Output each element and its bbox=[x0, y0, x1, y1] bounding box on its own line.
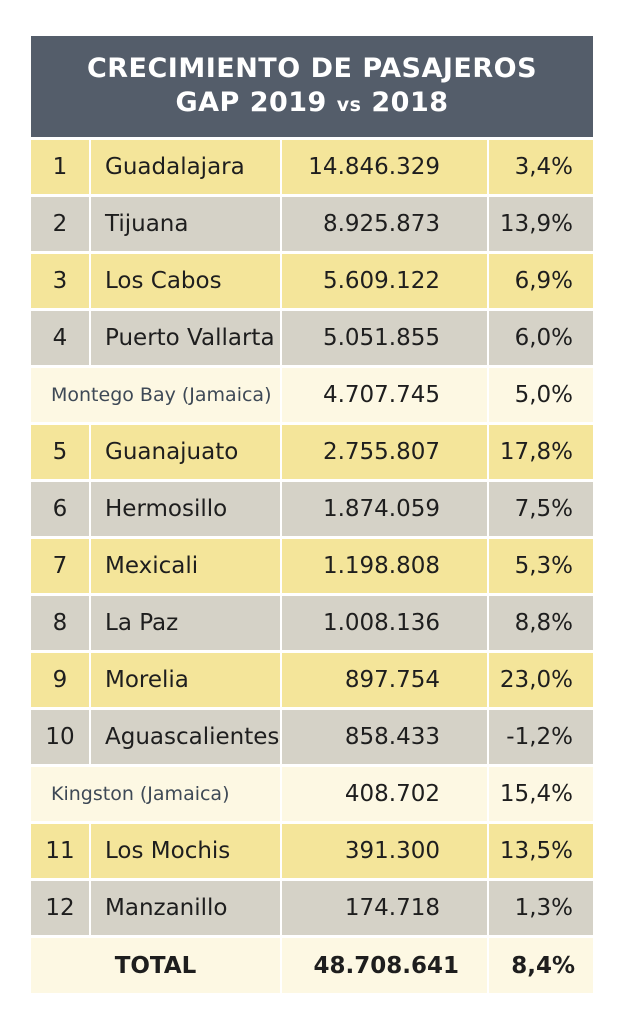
growth-cell: 23,0% bbox=[487, 653, 593, 707]
growth-cell: 17,8% bbox=[487, 425, 593, 479]
table-row bbox=[31, 422, 593, 479]
table-row bbox=[31, 251, 593, 308]
airport-name: Tijuana bbox=[105, 211, 189, 237]
table-row bbox=[31, 365, 593, 422]
rank-cell: 3 bbox=[31, 254, 91, 308]
total-growth: 8,4% bbox=[487, 938, 593, 993]
growth-cell: 5,3% bbox=[487, 539, 593, 593]
airport-name: Guadalajara bbox=[105, 154, 245, 180]
airport-name: Montego Bay (Jamaica) bbox=[51, 384, 272, 406]
table-row bbox=[31, 137, 593, 194]
airport-name: Los Cabos bbox=[105, 268, 222, 294]
passengers-cell: 1.874.059 bbox=[280, 482, 487, 536]
airport-name: Guanajuato bbox=[105, 439, 239, 465]
rank-cell: 8 bbox=[31, 596, 91, 650]
growth-cell: -1,2% bbox=[487, 710, 593, 764]
passengers-cell: 1.008.136 bbox=[280, 596, 487, 650]
table-row bbox=[31, 878, 593, 935]
passengers-cell: 408.702 bbox=[280, 767, 487, 821]
rank-cell: 2 bbox=[31, 197, 91, 251]
rank-cell: 1 bbox=[31, 140, 91, 194]
table-row bbox=[31, 593, 593, 650]
table-row bbox=[31, 764, 593, 821]
table-row bbox=[31, 650, 593, 707]
airport-name: Morelia bbox=[105, 667, 189, 693]
title-year-b: 2018 bbox=[371, 86, 449, 118]
rank-cell: 7 bbox=[31, 539, 91, 593]
title-line-2 bbox=[31, 86, 593, 122]
passengers-cell: 4.707.745 bbox=[280, 368, 487, 422]
passengers-cell: 1.198.808 bbox=[280, 539, 487, 593]
airport-name: Hermosillo bbox=[105, 496, 228, 522]
passengers-cell: 14.846.329 bbox=[280, 140, 487, 194]
growth-cell: 6,9% bbox=[487, 254, 593, 308]
growth-cell: 13,9% bbox=[487, 197, 593, 251]
growth-cell: 8,8% bbox=[487, 596, 593, 650]
rank-cell: 11 bbox=[31, 824, 91, 878]
passengers-cell: 5.609.122 bbox=[280, 254, 487, 308]
rank-cell: 6 bbox=[31, 482, 91, 536]
airport-name: La Paz bbox=[105, 610, 179, 636]
passengers-cell: 5.051.855 bbox=[280, 311, 487, 365]
growth-cell: 13,5% bbox=[487, 824, 593, 878]
airport-name: Kingston (Jamaica) bbox=[51, 783, 230, 805]
passengers-cell: 391.300 bbox=[280, 824, 487, 878]
passengers-cell: 2.755.807 bbox=[280, 425, 487, 479]
growth-cell: 15,4% bbox=[487, 767, 593, 821]
passengers-cell: 174.718 bbox=[280, 881, 487, 935]
table-row bbox=[31, 821, 593, 878]
growth-cell: 3,4% bbox=[487, 140, 593, 194]
passengers-cell: 858.433 bbox=[280, 710, 487, 764]
rank-cell: 4 bbox=[31, 311, 91, 365]
table-body bbox=[31, 137, 593, 935]
total-row bbox=[31, 935, 593, 993]
title-line-1: CRECIMIENTO DE PASAJEROS bbox=[86, 52, 538, 84]
rank-cell: 9 bbox=[31, 653, 91, 707]
airport-name: Aguascalientes bbox=[105, 724, 280, 750]
growth-cell: 5,0% bbox=[487, 368, 593, 422]
rank-cell: 12 bbox=[31, 881, 91, 935]
table-row bbox=[31, 479, 593, 536]
table-row bbox=[31, 194, 593, 251]
table-row bbox=[31, 707, 593, 764]
airport-name: Puerto Vallarta bbox=[105, 325, 275, 351]
table-row bbox=[31, 536, 593, 593]
airport-name: Mexicali bbox=[105, 553, 199, 579]
table-header bbox=[31, 36, 593, 137]
passengers-cell: 8.925.873 bbox=[280, 197, 487, 251]
passenger-growth-table bbox=[31, 36, 593, 993]
rank-cell: 5 bbox=[31, 425, 91, 479]
table-row bbox=[31, 308, 593, 365]
airport-name: Los Mochis bbox=[105, 838, 231, 864]
total-passengers: 48.708.641 bbox=[280, 938, 487, 993]
growth-cell: 6,0% bbox=[487, 311, 593, 365]
title-year-a: GAP 2019 bbox=[175, 86, 327, 118]
title-vs: vs bbox=[336, 93, 362, 116]
growth-cell: 1,3% bbox=[487, 881, 593, 935]
total-label: TOTAL bbox=[114, 952, 197, 979]
passengers-cell: 897.754 bbox=[280, 653, 487, 707]
rank-cell: 10 bbox=[31, 710, 91, 764]
airport-name: Manzanillo bbox=[105, 895, 228, 921]
growth-cell: 7,5% bbox=[487, 482, 593, 536]
